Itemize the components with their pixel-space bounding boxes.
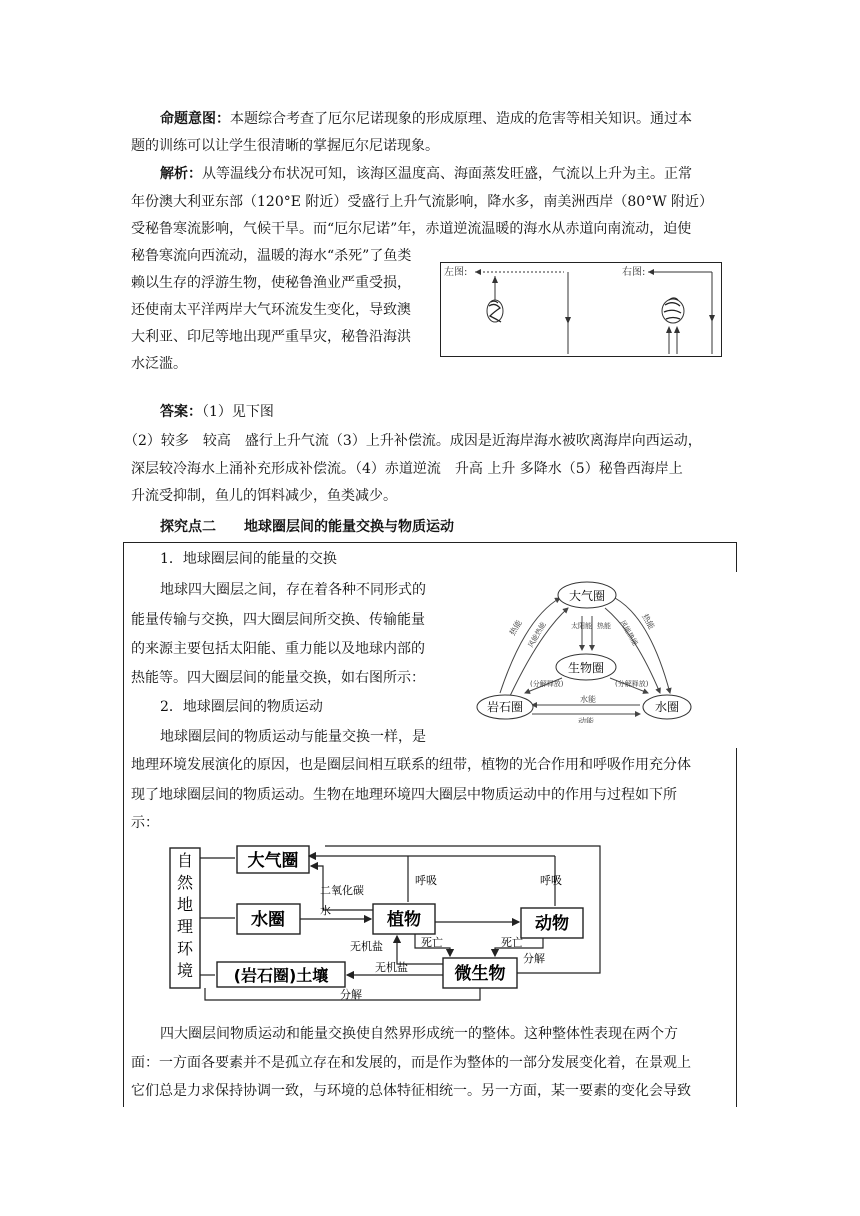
- right-cloud-icon: [662, 298, 684, 323]
- box-right-border-top: [736, 542, 737, 572]
- analysis-line4: 秘鲁寒流向西流动，温暖的海水“杀死”了鱼类: [131, 248, 412, 264]
- label-respire-plant: 呼吸: [415, 874, 437, 887]
- answer-line3: 深层较冷海水上涌补充形成补偿流。（4）赤道逆流 升高 上升 多降水（5）秘鲁西海岸上: [131, 461, 683, 477]
- box-p3-line1: 四大圈层间物质运动和能量交换使自然界形成统一的整体。这种整体性表现在两个方: [160, 1026, 678, 1042]
- box-heading-2: 2．地球圈层间的物质运动: [160, 699, 323, 715]
- label-decompose-bottom: 分解: [340, 988, 362, 1001]
- left-figure-label: 左图:: [444, 267, 468, 278]
- box-p2-line2: 地理环境发展演化的原因，也是圈层间相互联系的纽带，植物的光合作用和呼吸作用充分体: [131, 757, 691, 773]
- intent-line2: 题的训练可以让学生很清晰的掌握厄尔尼诺现象。: [131, 138, 439, 154]
- node-soil: (岩石圈)土壤: [233, 966, 329, 985]
- section2-title: 探究点二 地球圈层间的能量交换与物质运动: [160, 519, 454, 535]
- env-char-2: 然: [176, 873, 194, 892]
- answer-line4: 升流受抑制，鱼儿的饵料减少，鱼类减少。: [131, 488, 397, 504]
- label-decompose-right: (分解释放): [615, 680, 649, 688]
- box-p2-line4: 示：: [131, 815, 159, 831]
- box-p2-line1: 地球圈层间的物质运动与能量交换一样，是: [160, 729, 426, 745]
- box-heading-1: 1．地球圈层间的能量的交换: [160, 551, 337, 567]
- label-salt-upper: 无机盐: [350, 940, 383, 953]
- node-atmosphere-2: 大气圈: [247, 851, 299, 871]
- label-decompose-left: (分解释放): [530, 680, 564, 688]
- label-solar: 太阳能: [571, 622, 592, 630]
- label-heat-left: 热能: [507, 618, 524, 637]
- right-figure-label: 右图:: [622, 267, 646, 278]
- answer-line1: 答案：（1）见下图: [160, 404, 274, 420]
- label-decompose-right: 分解: [523, 952, 545, 965]
- analysis-line6: 还使南太平洋两岸大气环流发生变化，导致澳: [131, 302, 411, 318]
- analysis-line5: 赖以生存的浮游生物，使秘鲁渔业严重受损，: [131, 275, 411, 291]
- box-p1-line2: 能量传输与交换，四大圈层间所交换、传输能量: [131, 612, 425, 628]
- node-water: 水圈: [251, 910, 285, 930]
- label-kinetic: 动能: [578, 717, 594, 723]
- circulation-figure: [440, 262, 722, 357]
- node-hydrosphere: 水圈: [654, 700, 680, 714]
- label-respire-animal: 呼吸: [540, 874, 562, 887]
- answer-label: 答案：: [160, 404, 202, 420]
- box-p2-line3: 现了地球圈层间的物质运动。生物在地理环境四大圈层中物质运动中的作用与过程如下所: [131, 787, 677, 803]
- label-wind-heat-right: 风能热能: [618, 619, 640, 648]
- label-salt-lower: 无机盐: [375, 961, 408, 974]
- box-top-border: [123, 542, 737, 543]
- box-right-border-bottom: [736, 748, 737, 1107]
- env-char-3: 地: [176, 895, 194, 914]
- box-p1-line4: 热能等。四大圈层间的能量交换，如右图所示：: [131, 670, 425, 686]
- box-p3-line2: 面：一方面各要素并不是孤立存在和发展的，而是作为整体的一部分发展变化着，在景观上: [131, 1055, 691, 1071]
- analysis-line2: 年份澳大利亚东部（120°E 附近）受盛行上升气流影响，降水多，南美洲西岸（80°W 附近）: [131, 194, 714, 210]
- label-heat-mid: 热能: [597, 622, 611, 630]
- env-char-5: 环: [176, 939, 194, 958]
- box-p3-line3: 它们总是力求保持协调一致，与环境的总体特征相统一。另一方面，某一要素的变化会导致: [131, 1083, 691, 1099]
- box-p1-line3: 的来源主要包括太阳能、重力能以及地球内部的: [131, 641, 425, 657]
- env-char-6: 境: [176, 961, 194, 980]
- answer-line2: （2）较多 较高 盛行上升气流（3）上升补偿流。成因是近海岸海水被吹离海岸向西运动，: [124, 433, 702, 449]
- analysis-label: 解析：: [160, 166, 202, 182]
- label-water: 水: [320, 904, 331, 917]
- node-biosphere: 生物圈: [567, 661, 605, 675]
- analysis-line8: 水泛滥。: [131, 356, 187, 372]
- intent-label: 命题意图：: [160, 111, 230, 127]
- label-death-plant: 死亡: [421, 936, 443, 949]
- analysis-line3: 受秘鲁寒流影响，气候干旱。而“厄尔尼诺”年，赤道逆流温暖的海水从赤道向南流动，迫使: [131, 221, 692, 237]
- label-wind-heat-left: 风能热能: [526, 620, 548, 649]
- label-death-animal: 死亡: [501, 936, 523, 949]
- analysis-line1: 解析：从等温线分布状况可知，该海区温度高、海面蒸发旺盛，气流以上升为主。正常: [160, 166, 692, 182]
- node-plant: 植物: [387, 910, 421, 930]
- node-microbe: 微生物: [454, 964, 506, 984]
- label-co2: 二氧化碳: [320, 884, 364, 897]
- material-cycle-diagram: [165, 838, 605, 1008]
- node-lithosphere: 岩石圈: [486, 700, 524, 714]
- box-p1-line1: 地球四大圈层之间，存在着各种不同形式的: [160, 582, 426, 598]
- node-animal: 动物: [535, 914, 569, 934]
- env-char-4: 理: [176, 917, 194, 936]
- intent-line1: 命题意图：本题综合考查了厄尔尼诺现象的形成原理、造成的危害等相关知识。通过本: [160, 111, 692, 127]
- left-cloud-icon: [487, 300, 503, 322]
- label-water-energy: 水能: [580, 695, 596, 704]
- energy-exchange-diagram: [470, 578, 702, 723]
- box-left-border: [123, 542, 124, 1107]
- analysis-line7: 大利亚、印尼等地出现严重旱灾，秘鲁沿海洪: [131, 329, 411, 345]
- label-heat-right: 热能: [640, 612, 657, 631]
- env-char-1: 自: [176, 851, 194, 870]
- node-atmosphere: 大气圈: [568, 589, 606, 603]
